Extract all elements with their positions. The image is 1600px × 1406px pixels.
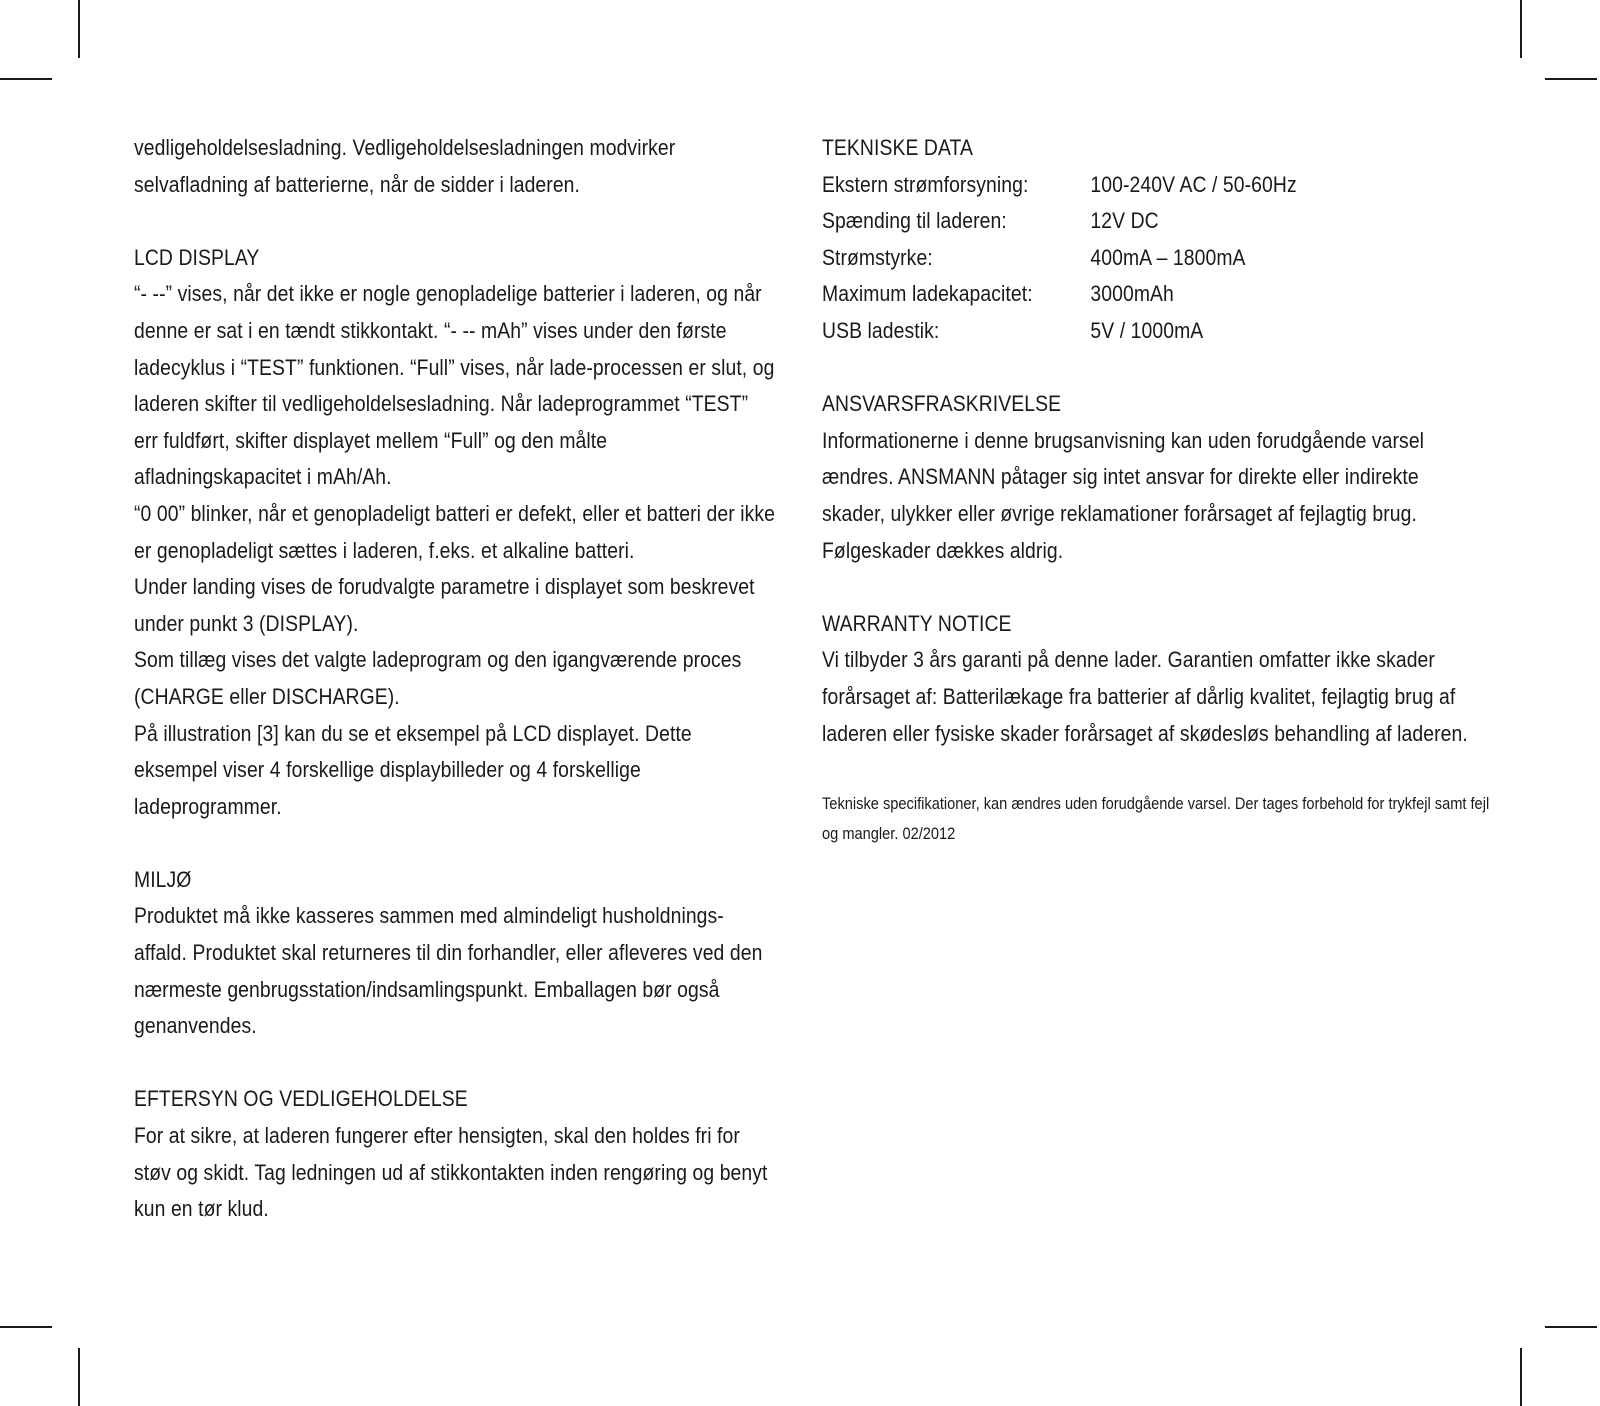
spec-value: 400mA – 1800mA [1090, 244, 1246, 270]
crop-mark-top-right-h [1545, 78, 1597, 80]
eftersyn-section [134, 1081, 776, 1227]
paragraph: På illustration [3] kan du se et eksempel på LCD displayet. Dette eksempel viser 4 forskellige displaybilleder og 4 forskellige ladeprogrammer. [134, 720, 692, 819]
spec-value: 5V / 1000mA [1090, 317, 1204, 343]
paragraph: Vi tilbyder 3 års garanti på denne lader. Garantien omfatter ikke skader forårsaget af: Batterilækage fra batterier af dårlig kvalitet, fejlagtig brug af laderen eller fysiske skader forårsaget af skødesløs behandling af laderen. [822, 647, 1468, 746]
intro-paragraph: vedligeholdelsesladning. Vedligeholdelsesladningen modvirker selvafladning af batterierne, når de sidder i laderen. [134, 135, 676, 197]
lcd-display-section [134, 240, 776, 826]
intro-section [134, 130, 776, 203]
spec-table [822, 167, 1484, 350]
tech-data-section [822, 130, 1484, 350]
left-column [134, 130, 774, 1264]
right-column [822, 130, 1490, 849]
paragraph: Som tillæg vises det valgte ladeprogram og den igangværende proces (CHARGE eller DISCHARGE). [134, 647, 742, 709]
paragraph: For at sikre, at laderen fungerer efter hensigten, skal den holdes fri for støv og skidt. Tag ledningen ud af stikkontakten inden rengøring og benyt kun en tør klud. [134, 1123, 768, 1222]
crop-mark-top-left-h [0, 78, 52, 80]
section-heading: LCD DISPLAY [134, 244, 260, 270]
fine-print: Tekniske specifikationer, kan ændres uden forudgående varsel. Der tages forbehold for trykfejl samt fejl og mangler. 02/2012 [822, 793, 1490, 843]
section-heading: ANSVARSFRASKRIVELSE [822, 391, 1062, 417]
section-heading: MILJØ [134, 866, 192, 892]
paragraph: Produktet må ikke kasseres sammen med almindeligt husholdnings-affald. Produktet skal returneres til din forhandler, eller afleveres ved den nærmeste genbrugsstation/indsamlingspunkt. Emballagen bør også genanvendes. [134, 903, 763, 1039]
section-heading: TEKNISKE DATA [822, 135, 974, 160]
spec-value: 12V DC [1090, 208, 1159, 234]
spec-value: 100-240V AC / 50-60Hz [1090, 171, 1297, 197]
spec-label: USB ladestik: [822, 317, 940, 343]
disclaimer-section [822, 386, 1484, 569]
spec-label: Strømstyrke: [822, 244, 933, 270]
warranty-section [822, 606, 1484, 752]
crop-mark-top-left [78, 0, 80, 58]
spec-label: Spænding til laderen: [822, 208, 1007, 234]
paragraph: “- --” vises, når det ikke er nogle genopladelige batterier i laderen, og når denne er sat i en tændt stikkontakt. “- -- mAh” vises under den første ladecyklus i “TEST” funktionen. “Full” vises, når lade-processen er slut, og laderen skifter til vedligeholdelsesladning. Når ladeprogrammet “TEST” err fuldført, skifter displayet mellem “Full” og den målte afladningskapacitet i mAh/Ah. [134, 281, 775, 490]
paragraph: Under landing vises de forudvalgte parametre i displayet som beskrevet under punkt 3 (DISPLAY). [134, 574, 755, 636]
crop-mark-bottom-right-h [1545, 1326, 1597, 1328]
crop-mark-bottom-right [1520, 1348, 1522, 1406]
spec-label: Maximum ladekapacitet: [822, 281, 1033, 307]
crop-mark-top-right [1520, 0, 1522, 58]
spec-value: 3000mAh [1090, 281, 1174, 307]
paragraph: Informationerne i denne brugsanvisning kan uden forudgående varsel ændres. ANSMANN påtager sig intet ansvar for direkte eller indirekte skader, ulykker eller øvrige reklamationer forårsaget af fejlagtig brug. Følgeskader dækkes aldrig. [822, 427, 1425, 563]
miljo-section [134, 862, 776, 1045]
section-heading: WARRANTY NOTICE [822, 610, 1012, 636]
paragraph: “0 00” blinker, når et genopladeligt batteri er defekt, eller et batteri der ikke er genopladeligt sættes i laderen, f.eks. et alkaline batteri. [134, 500, 775, 563]
spec-label: Ekstern strømforsyning: [822, 171, 1029, 197]
crop-mark-bottom-left-h [0, 1326, 52, 1328]
section-heading: EFTERSYN OG VEDLIGEHOLDELSE [134, 1086, 468, 1112]
crop-mark-bottom-left [78, 1348, 80, 1406]
